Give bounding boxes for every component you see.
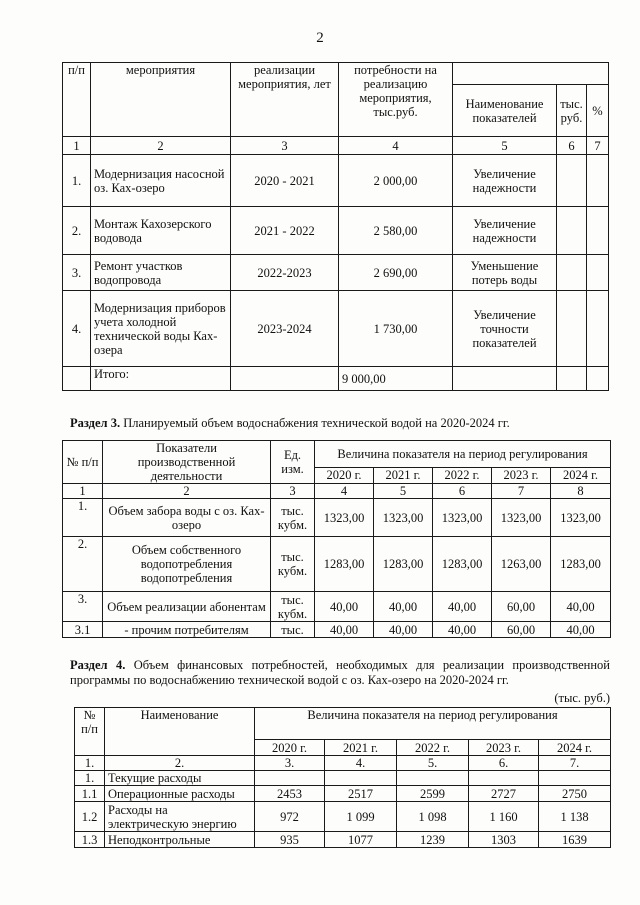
unit-note: (тыс. руб.) bbox=[554, 691, 610, 705]
table-row bbox=[63, 592, 611, 622]
table-row bbox=[63, 155, 609, 207]
row-num: 1. bbox=[63, 499, 103, 537]
water-volume-table bbox=[62, 440, 611, 638]
row-name: Расходы на электрическую энергию bbox=[105, 802, 255, 832]
row-num: 4. bbox=[63, 291, 91, 367]
header-year: 2023 г. bbox=[469, 740, 539, 756]
row-empty bbox=[587, 255, 609, 291]
row-value: 1 138 bbox=[539, 802, 611, 832]
row-indicator: Увеличение надежности bbox=[453, 207, 557, 255]
row-num: 3. bbox=[63, 255, 91, 291]
table-row bbox=[63, 537, 611, 592]
row-value: 40,00 bbox=[551, 592, 611, 622]
colnum: 1 bbox=[63, 484, 103, 499]
table-row bbox=[75, 771, 611, 786]
row-num: 3.1 bbox=[63, 622, 103, 638]
row-amount: 2 580,00 bbox=[339, 207, 453, 255]
colnum: 3 bbox=[231, 137, 339, 155]
row-value: 40,00 bbox=[315, 622, 374, 638]
header-year: 2023 г. bbox=[492, 467, 551, 483]
row-num: 1. bbox=[63, 155, 91, 207]
row-value: 1323,00 bbox=[433, 499, 492, 537]
colnum: 6. bbox=[469, 756, 539, 771]
table-row bbox=[63, 622, 611, 638]
row-value: 1 099 bbox=[325, 802, 397, 832]
row-empty bbox=[453, 367, 557, 391]
colnum: 5 bbox=[453, 137, 557, 155]
section4-title-text: Объем финансовых потребностей, необходимых для реализации производственной программы по водоснабжению технической водой с оз. Ках-озеро на 2020-2024 гг. bbox=[70, 658, 610, 687]
row-empty bbox=[587, 207, 609, 255]
row-num: 1. bbox=[75, 771, 105, 786]
header-year: 2022 г. bbox=[397, 740, 469, 756]
header-amount: потребности на реализацию мероприятия, тыс.руб. bbox=[339, 63, 453, 137]
header-rub: тыс. руб. bbox=[557, 85, 587, 137]
row-unit: тыс. кубм. bbox=[271, 592, 315, 622]
column-numbers-row bbox=[75, 756, 611, 771]
section3-title-text: Планируемый объем водоснабжения технической водой на 2020-2024 гг. bbox=[120, 416, 510, 430]
table-row bbox=[75, 832, 611, 848]
header-unit: Ед. изм. bbox=[271, 441, 315, 484]
colnum: 7. bbox=[539, 756, 611, 771]
section4-heading bbox=[70, 658, 610, 688]
row-empty bbox=[587, 367, 609, 391]
header-year: 2022 г. bbox=[433, 467, 492, 483]
row-name: Ремонт участков водопровода bbox=[91, 255, 231, 291]
header-num: № п/п bbox=[63, 441, 103, 484]
row-value bbox=[397, 771, 469, 786]
header-indicator: Показатели производственной деятельности bbox=[103, 441, 271, 484]
row-num: 2. bbox=[63, 207, 91, 255]
row-value: 2599 bbox=[397, 786, 469, 802]
row-value: 1639 bbox=[539, 832, 611, 848]
row-value: 1283,00 bbox=[315, 537, 374, 592]
row-empty bbox=[557, 291, 587, 367]
row-empty bbox=[557, 367, 587, 391]
row-period: 2023-2024 bbox=[231, 291, 339, 367]
row-period: 2021 - 2022 bbox=[231, 207, 339, 255]
row-indicator: Увеличение точности показателей bbox=[453, 291, 557, 367]
table-row bbox=[75, 786, 611, 802]
row-empty bbox=[557, 207, 587, 255]
row-value: 935 bbox=[255, 832, 325, 848]
header-blank bbox=[453, 63, 609, 85]
header-year: 2024 г. bbox=[551, 467, 611, 483]
header-year: 2020 г. bbox=[255, 740, 325, 756]
colnum: 1. bbox=[75, 756, 105, 771]
table-row bbox=[63, 207, 609, 255]
row-empty bbox=[557, 255, 587, 291]
row-value: 1283,00 bbox=[551, 537, 611, 592]
row-name: Неподконтрольные bbox=[105, 832, 255, 848]
row-unit: тыс. кубм. bbox=[271, 537, 315, 592]
row-value: 1323,00 bbox=[315, 499, 374, 537]
page-number: 2 bbox=[316, 30, 324, 46]
colnum: 3. bbox=[255, 756, 325, 771]
header-period: Величина показателя на период регулирования bbox=[255, 708, 611, 740]
colnum: 5. bbox=[397, 756, 469, 771]
row-value: 60,00 bbox=[492, 622, 551, 638]
colnum: 2 bbox=[103, 484, 271, 499]
row-name: Модернизация приборов учета холодной технической воды Ках-озера bbox=[91, 291, 231, 367]
row-name: Модернизация насосной оз. Ках-озеро bbox=[91, 155, 231, 207]
row-value bbox=[539, 771, 611, 786]
row-value: 2727 bbox=[469, 786, 539, 802]
row-value: 1 160 bbox=[469, 802, 539, 832]
row-value bbox=[255, 771, 325, 786]
row-period: 2020 - 2021 bbox=[231, 155, 339, 207]
row-name: Текущие расходы bbox=[105, 771, 255, 786]
row-value: 1303 bbox=[469, 832, 539, 848]
total-value: 9 000,00 bbox=[339, 367, 453, 391]
financial-needs-table bbox=[74, 707, 611, 848]
column-numbers-row bbox=[63, 137, 609, 155]
header-name: Наименование bbox=[105, 708, 255, 756]
colnum: 6 bbox=[557, 137, 587, 155]
row-amount: 1 730,00 bbox=[339, 291, 453, 367]
row-num: 1.2 bbox=[75, 802, 105, 832]
section3-heading bbox=[70, 416, 610, 431]
colnum: 1 bbox=[63, 137, 91, 155]
row-value: 1283,00 bbox=[433, 537, 492, 592]
row-name: Объем собственного водопотребления водопотребления bbox=[103, 537, 271, 592]
colnum: 4 bbox=[315, 484, 374, 499]
colnum: 8 bbox=[551, 484, 611, 499]
header-year: 2020 г. bbox=[315, 467, 374, 483]
row-empty bbox=[557, 155, 587, 207]
row-unit: тыс. bbox=[271, 622, 315, 638]
row-value: 1323,00 bbox=[492, 499, 551, 537]
colnum: 5 bbox=[374, 484, 433, 499]
row-value: 60,00 bbox=[492, 592, 551, 622]
row-value: 40,00 bbox=[433, 592, 492, 622]
row-value bbox=[469, 771, 539, 786]
header-period: реализации мероприятия, лет bbox=[231, 63, 339, 137]
row-name: Операционные расходы bbox=[105, 786, 255, 802]
row-value: 1263,00 bbox=[492, 537, 551, 592]
header-year: 2021 г. bbox=[325, 740, 397, 756]
row-value: 40,00 bbox=[433, 622, 492, 638]
row-value: 2517 bbox=[325, 786, 397, 802]
row-empty bbox=[63, 367, 91, 391]
column-numbers-row bbox=[63, 484, 611, 499]
header-num: № п/п bbox=[75, 708, 105, 756]
row-name: Объем реализации абонентам bbox=[103, 592, 271, 622]
row-indicator: Уменьшение потерь воды bbox=[453, 255, 557, 291]
row-indicator: Увеличение надежности bbox=[453, 155, 557, 207]
header-percent: % bbox=[587, 85, 609, 137]
colnum: 7 bbox=[587, 137, 609, 155]
row-value: 40,00 bbox=[374, 592, 433, 622]
row-num: 2. bbox=[63, 537, 103, 592]
row-name: - прочим потребителям bbox=[103, 622, 271, 638]
row-unit: тыс. кубм. bbox=[271, 499, 315, 537]
row-num: 1.3 bbox=[75, 832, 105, 848]
row-period: 2022-2023 bbox=[231, 255, 339, 291]
header-year: 2021 г. bbox=[374, 467, 433, 483]
colnum: 4 bbox=[339, 137, 453, 155]
row-value: 40,00 bbox=[315, 592, 374, 622]
header-year: 2024 г. bbox=[539, 740, 611, 756]
colnum: 7 bbox=[492, 484, 551, 499]
row-value bbox=[325, 771, 397, 786]
header-period: Величина показателя на период регулирования bbox=[315, 441, 611, 468]
row-empty bbox=[587, 155, 609, 207]
header-indicator: Наименование показателей bbox=[453, 85, 557, 137]
row-num: 1.1 bbox=[75, 786, 105, 802]
row-empty bbox=[587, 291, 609, 367]
row-name: Монтаж Кахозерского водовода bbox=[91, 207, 231, 255]
measures-table bbox=[62, 62, 609, 391]
section3-title-bold: Раздел 3. bbox=[70, 416, 121, 430]
total-row bbox=[63, 367, 609, 391]
row-amount: 2 690,00 bbox=[339, 255, 453, 291]
table-row bbox=[75, 802, 611, 832]
header-measures: мероприятия bbox=[91, 63, 231, 137]
row-num: 3. bbox=[63, 592, 103, 622]
row-value: 2750 bbox=[539, 786, 611, 802]
row-value: 972 bbox=[255, 802, 325, 832]
total-label: Итого: bbox=[91, 367, 231, 391]
row-value: 1323,00 bbox=[551, 499, 611, 537]
colnum: 2 bbox=[91, 137, 231, 155]
row-value: 1323,00 bbox=[374, 499, 433, 537]
row-name: Объем забора воды с оз. Ках-озеро bbox=[103, 499, 271, 537]
row-value: 2453 bbox=[255, 786, 325, 802]
row-value: 1283,00 bbox=[374, 537, 433, 592]
row-value: 1239 bbox=[397, 832, 469, 848]
row-value: 1077 bbox=[325, 832, 397, 848]
colnum: 2. bbox=[105, 756, 255, 771]
section4-title-bold: Раздел 4. bbox=[70, 658, 126, 672]
table-row bbox=[63, 255, 609, 291]
table-row bbox=[63, 499, 611, 537]
colnum: 4. bbox=[325, 756, 397, 771]
colnum: 6 bbox=[433, 484, 492, 499]
row-value: 40,00 bbox=[374, 622, 433, 638]
row-empty bbox=[231, 367, 339, 391]
row-value: 1 098 bbox=[397, 802, 469, 832]
colnum: 3 bbox=[271, 484, 315, 499]
row-value: 40,00 bbox=[551, 622, 611, 638]
table-row bbox=[63, 291, 609, 367]
row-amount: 2 000,00 bbox=[339, 155, 453, 207]
header-num: п/п bbox=[63, 63, 91, 137]
